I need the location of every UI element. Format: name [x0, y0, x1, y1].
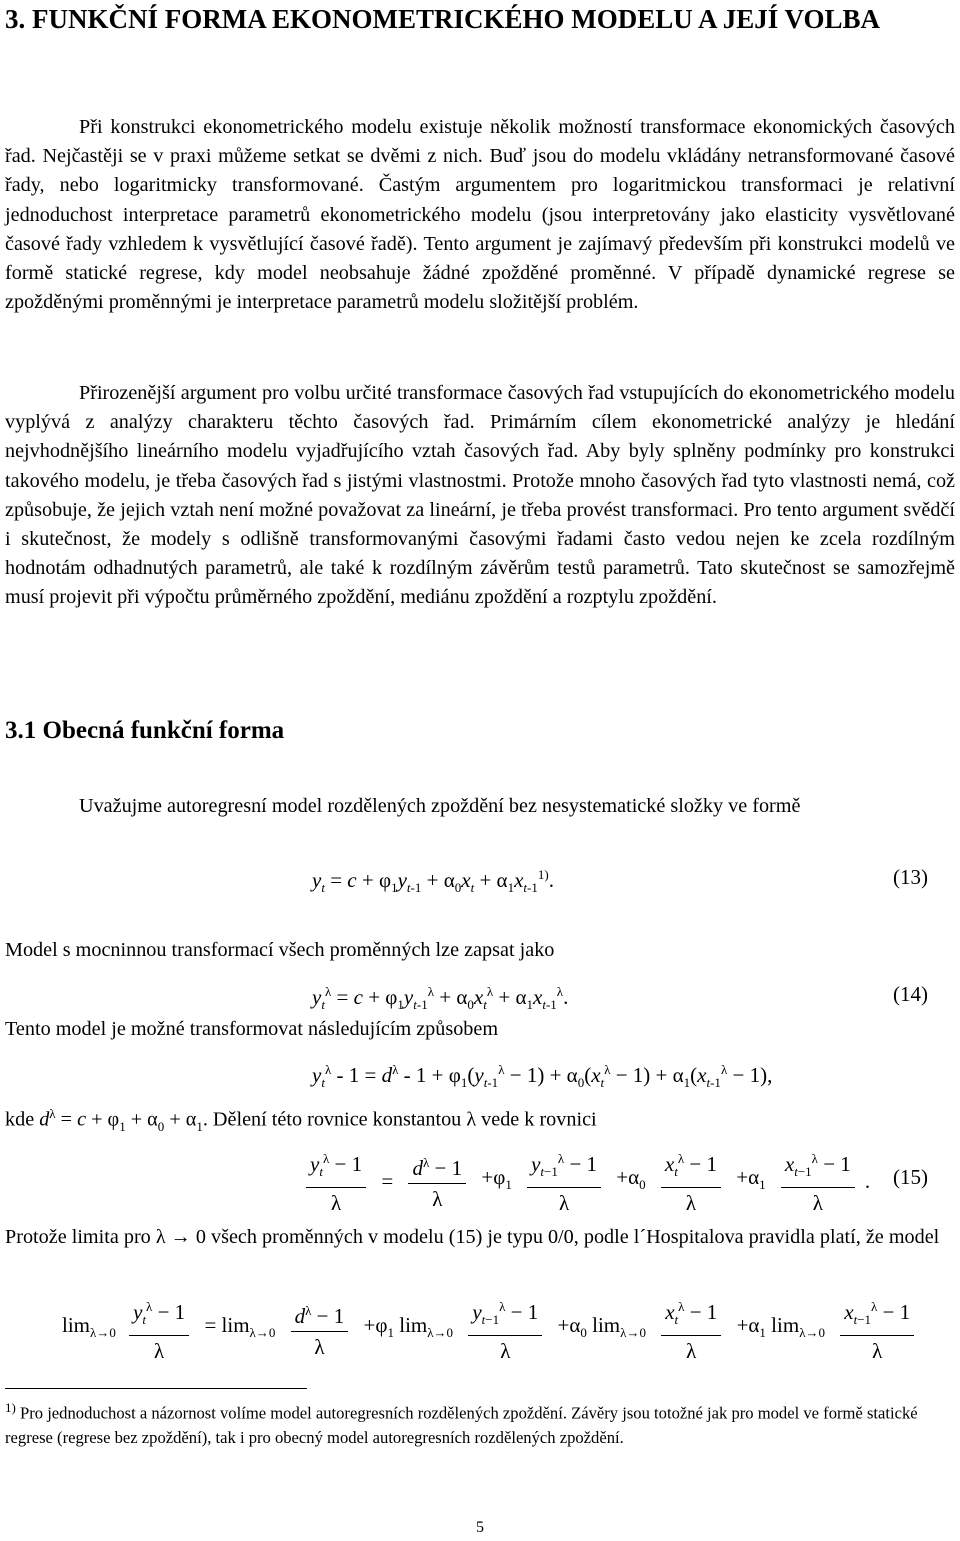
footnote — [5, 1396, 955, 1450]
equation-transformed: $y_t^\lambda - 1 = d^\lambda - 1 + \varphi_1(y_{t-1}^\lambda - 1) + \alpha_0(x_t^\lambda - 1) + \alpha_1(x_{t-1}^\lambda - 1)$, — [312, 1062, 773, 1091]
kde-word: kde — [5, 1108, 35, 1131]
kde-suffix-text: Dělení této rovnice konstantou λ vede k rovnici — [212, 1108, 597, 1131]
equation-number-13: (13) — [893, 865, 928, 889]
page-number: 5 — [476, 1519, 484, 1536]
equation-15: $\frac{y_t^\lambda - 1}{\lambda}$ = $\frac{d^\lambda - 1}{\lambda}$ $+\varphi_1$ $\frac{y_{t-1}^\lambda - 1}{\lambda}$ $+\alpha_0$ $\frac{x_t^\lambda - 1}{\lambda}$ $+\alpha_1$ $\frac{x_{t-1}^\lambda - 1}{\lambda}$ . — [300, 1146, 874, 1216]
transform-text: Tento model je možné transformovat následujícím způsobem — [5, 1018, 499, 1040]
equation-14: $y_t^\lambda = c + \varphi_1y_{t-1}^\lambda + \alpha_0x_t^\lambda + \alpha_1x_{t-1}^\lambda$. — [312, 984, 569, 1013]
footnote-marker: 1) — [5, 1400, 16, 1415]
equation-limit: $\lim_{\lambda\to 0}$ $\frac{y_t^\lambda - 1}{\lambda}$ = $\lim_{\lambda\to 0}$ $\frac{d^\lambda - 1}{\lambda}$ $+\varphi_1$ $\lim_{\lambda\to 0}$ $\frac{y_{t-1}^\lambda - 1}{\lambda}$ $+\alpha_0$ $\lim_{\lambda\to 0}$ $\frac{x_t^\lambda - 1}{\lambda}$ $+\alpha_1$ $\lim_{\lambda\to 0}$ $\frac{x_{t-1}^\lambda - 1}{\lambda}$ — [62, 1294, 920, 1364]
equation-number-14: (14) — [893, 982, 928, 1006]
definition-line: kde $d^\lambda = c + \varphi_1 + \alpha_0 + \alpha_1$. Dělení této rovnice konstantou λ vede k rovnici — [5, 1106, 597, 1134]
footnote-text: Pro jednoduchost a názornost volíme model autoregresních rozdělených zpoždění. Závěry jsou totožné jak pro model ve formě statické regrese (regrese bez zpoždění), tak i pro obecný model autoregresních rozdělených zpoždění. — [5, 1403, 918, 1447]
section-intro-text: Uvažujme autoregresní model rozdělených zpoždění bez nesystematické složky ve formě — [79, 795, 801, 817]
paragraph-argument: Přirozenější argument pro volbu určité transformace časových řad vstupujících do ekonometrického modelu vyplývá z analýzy charakteru těchto časových řad. Primárním cílem ekonometrické analýzy je hledání nejvhodnějšího lineárního modelu vyjadřujícího vztah časových řad. Aby byly splněny podmínky pro konstrukci takového modelu, je třeba časových řad s jistými vlastnostmi. Protože mnoho časových řad tyto vlastnosti nemá, což způsobuje, že jejich vztah není možné považovat za lineární, je třeba provést transformaci. Pro tento argument svědčí i skutečnost, že modely s odlišně transformovanými časovými řadami často vedou nejen ke zcela rozdílným hodnotám odhadnutých parametrů, ale také k rozdílným závěrům testů parametrů. Tato skutečnost se samozřejmě musí projevit při výpočtu průměrného zpoždění, mediánu zpoždění a rozptylu zpoždění. — [5, 382, 955, 609]
chapter-heading: 3. FUNKČNÍ FORMA EKONOMETRICKÉHO MODELU A JEJÍ VOLBA — [5, 4, 881, 34]
footnote-divider — [5, 1388, 307, 1389]
equation-13: $y_t = c + \varphi_1y_{t-1} + \alpha_0x_t + \alpha_1x_{t-1}^{1)}$. — [312, 867, 554, 896]
model-text: Model s mocninnou transformací všech proměnných lze zapsat jako — [5, 939, 555, 961]
section-heading: 3.1 Obecná funkční forma — [5, 717, 285, 744]
equation-number-15: (15) — [893, 1165, 928, 1189]
limit-text: Protože limita pro λ → 0 všech proměnných v modelu (15) je typu 0/0, podle l´Hospitalova pravidla platí, že model — [5, 1226, 940, 1248]
paragraph-intro: Při konstrukci ekonometrického modelu existuje několik možností transformace ekonomických časových řad. Nejčastěji se v praxi můžeme setkat se dvěmi z nich. Buď jsou do modelu vkládány netransformované časové řady, nebo logaritmicky transformované. Častým argumentem pro logaritmickou transformaci je relativní jednoduchost interpretace parametrů ekonometrického modelu (jsou interpretovány jako elasticity vysvětlované časové řady vzhledem k vysvětlující časové řadě). Tento argument je zajímavý především při konstrukci modelů ve formě statické regrese, kdy model neobsahuje žádné zpožděné proměnné. V případě dynamické regrese se zpožděnými proměnnými je interpretace parametrů modelu složitější problém. — [5, 116, 955, 314]
